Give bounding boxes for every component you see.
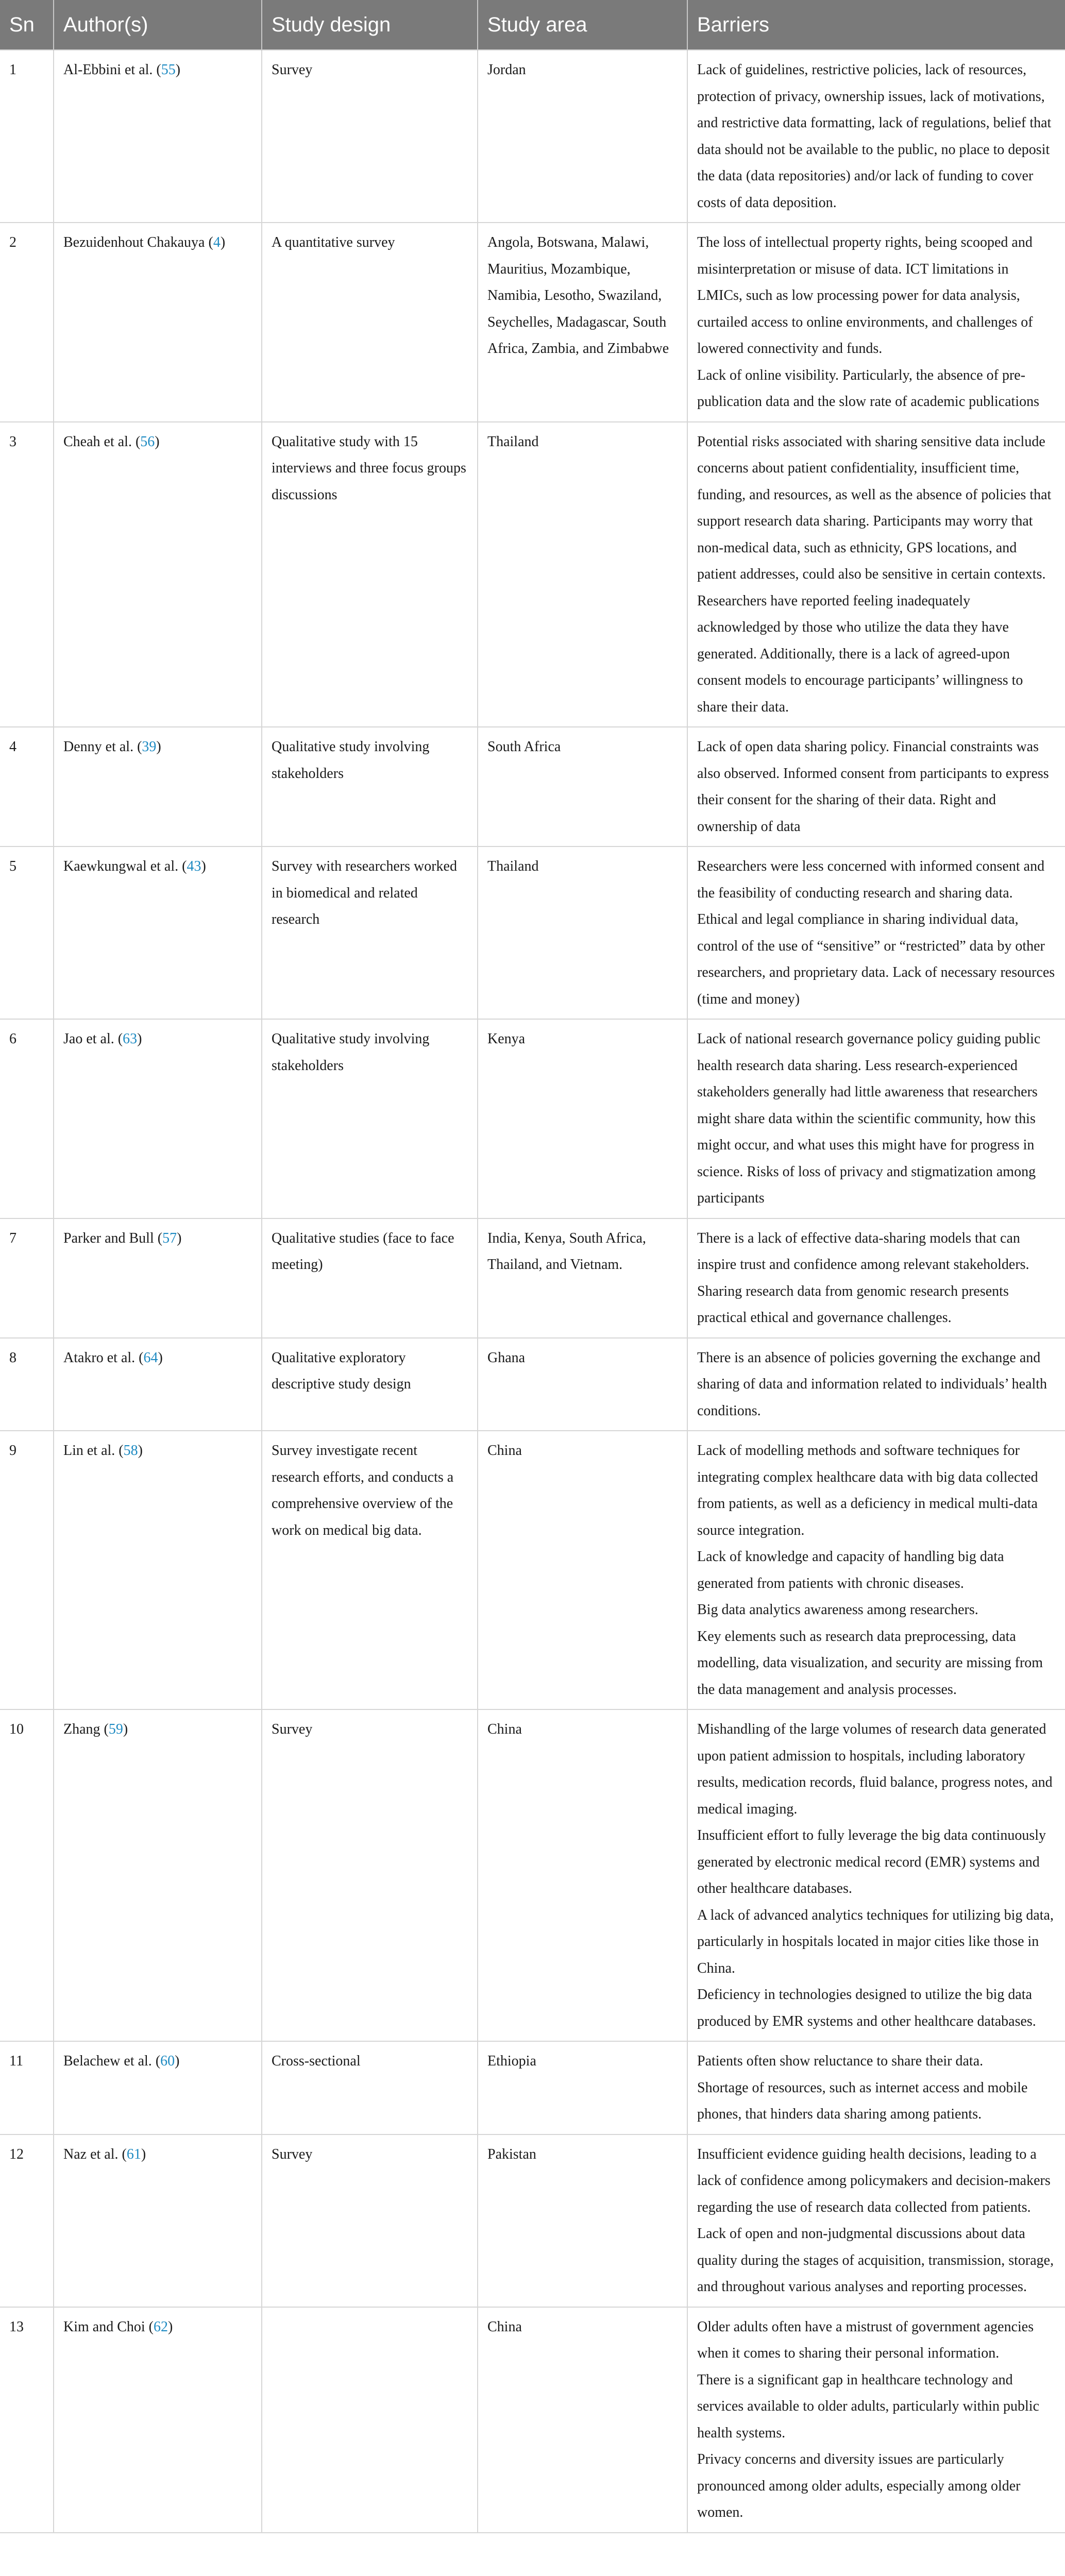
cell-study-area: Ethiopia bbox=[478, 2041, 687, 2134]
reference-link[interactable]: 57 bbox=[162, 1230, 177, 1246]
cell-author: Parker and Bull (57) bbox=[54, 1218, 262, 1338]
cell-barriers bbox=[687, 2307, 1065, 2533]
cell-study-area: Angola, Botswana, Malawi, Mauritius, Mozambique, Namibia, Lesotho, Swaziland, Seychelles, Madagascar, South Africa, Zambia, and Zimbabwe bbox=[478, 223, 687, 422]
cell-barriers bbox=[687, 2041, 1065, 2134]
header-study-area: Study area bbox=[478, 0, 687, 50]
cell-study-design: Survey with researchers worked in biomedical and related research bbox=[262, 846, 478, 1019]
author-name: Kim and Choi bbox=[63, 2318, 145, 2335]
barrier-paragraph: Potential risks associated with sharing sensitive data include concerns about patient confidentiality, insufficient time, funding, and resources, as well as the absence of policies that support research data sharing. Participants may worry that non-medical data, such as ethnicity, GPS locations, and patient addresses, could also be sensitive in certain contexts. Researchers have reported feeling inadequately acknowledged by those who utilize the data they have generated. Additionally, there is a lack of agreed-upon consent models to encourage participants’ willingness to share their data. bbox=[697, 433, 1052, 715]
cell-study-design: Qualitative study involving stakeholders bbox=[262, 1019, 478, 1218]
cell-study-area: Jordan bbox=[478, 50, 687, 223]
header-row bbox=[0, 0, 1065, 50]
reference-link[interactable]: 56 bbox=[140, 433, 155, 450]
cell-study-design: Qualitative study with 15 interviews and three focus groups discussions bbox=[262, 422, 478, 727]
author-name: Lin et al. bbox=[63, 1443, 115, 1459]
cell-study-design: Qualitative studies (face to face meeting) bbox=[262, 1218, 478, 1338]
cell-study-design: Qualitative study involving stakeholders bbox=[262, 727, 478, 846]
cell-barriers bbox=[687, 1338, 1065, 1431]
cell-study-design bbox=[262, 2307, 478, 2533]
cell-barriers bbox=[687, 1431, 1065, 1709]
author-name: Parker and Bull bbox=[63, 1230, 154, 1246]
barrier-paragraph: Lack of modelling methods and software techniques for integrating complex healthcare data with big data collected from patients, as well as a deficiency in medical multi-data source integration. bbox=[697, 1443, 1038, 1538]
cell-author: Atakro et al. (64) bbox=[54, 1338, 262, 1431]
cell-barriers bbox=[687, 1709, 1065, 2041]
table-row bbox=[0, 1019, 1065, 1218]
cell-author: Cheah et al. (56) bbox=[54, 422, 262, 727]
barrier-paragraph: Lack of open data sharing policy. Financial constraints was also observed. Informed consent from participants to express their consent for the sharing of their data. Right and ownership of data bbox=[697, 739, 1049, 835]
cell-study-design: Qualitative exploratory descriptive study design bbox=[262, 1338, 478, 1431]
table-row bbox=[0, 727, 1065, 846]
cell-sn: 8 bbox=[0, 1338, 54, 1431]
table-row bbox=[0, 1338, 1065, 1431]
cell-study-area: Ghana bbox=[478, 1338, 687, 1431]
table-row bbox=[0, 1218, 1065, 1338]
cell-study-design: Survey investigate recent research efforts, and conducts a comprehensive overview of the work on medical big data. bbox=[262, 1431, 478, 1709]
cell-barriers bbox=[687, 50, 1065, 223]
cell-barriers bbox=[687, 846, 1065, 1019]
barrier-paragraph: Privacy concerns and diversity issues are particularly pronounced among older adults, especially among older women. bbox=[697, 2451, 1021, 2520]
cell-barriers bbox=[687, 1019, 1065, 1218]
cell-sn: 7 bbox=[0, 1218, 54, 1338]
barrier-paragraph: Big data analytics awareness among researchers. bbox=[697, 1602, 978, 1618]
cell-study-area: China bbox=[478, 1431, 687, 1709]
barrier-paragraph: Insufficient effort to fully leverage the big data continuously generated by electronic medical record (EMR) systems and other healthcare databases. bbox=[697, 1827, 1046, 1896]
reference-link[interactable]: 64 bbox=[143, 1349, 158, 1366]
cell-study-area: Thailand bbox=[478, 846, 687, 1019]
cell-study-design: A quantitative survey bbox=[262, 223, 478, 422]
cell-author: Lin et al. (58) bbox=[54, 1431, 262, 1709]
reference-link[interactable]: 59 bbox=[108, 1721, 123, 1737]
author-name: Atakro et al. bbox=[63, 1349, 136, 1366]
cell-study-design: Survey bbox=[262, 2134, 478, 2307]
table-row bbox=[0, 223, 1065, 422]
barrier-paragraph: Shortage of resources, such as internet access and mobile phones, that hinders data sharing among patients. bbox=[697, 2079, 1028, 2122]
cell-author: Jao et al. (63) bbox=[54, 1019, 262, 1218]
reference-link[interactable]: 4 bbox=[213, 234, 221, 250]
table-row bbox=[0, 422, 1065, 727]
barrier-paragraph: Mishandling of the large volumes of research data generated upon patient admission to hospitals, including laboratory results, medication records, fluid balance, progress notes, and medical imaging. bbox=[697, 1721, 1053, 1817]
cell-author: Zhang (59) bbox=[54, 1709, 262, 2041]
cell-sn: 5 bbox=[0, 846, 54, 1019]
cell-study-area: India, Kenya, South Africa, Thailand, and Vietnam. bbox=[478, 1218, 687, 1338]
cell-author: Belachew et al. (60) bbox=[54, 2041, 262, 2134]
cell-sn: 2 bbox=[0, 223, 54, 422]
barrier-paragraph: There is an absence of policies governing the exchange and sharing of data and information related to individuals’ health conditions. bbox=[697, 1349, 1047, 1419]
barrier-paragraph: Insufficient evidence guiding health decisions, leading to a lack of confidence among policymakers and decision-makers regarding the use of research data collected from patients. bbox=[697, 2146, 1051, 2215]
author-name: Kaewkungwal et al. bbox=[63, 858, 179, 874]
header-author: Author(s) bbox=[54, 0, 262, 50]
cell-study-area: South Africa bbox=[478, 727, 687, 846]
reference-link[interactable]: 43 bbox=[187, 858, 201, 874]
barrier-paragraph: Older adults often have a mistrust of government agencies when it comes to sharing their personal information. bbox=[697, 2318, 1034, 2361]
cell-barriers bbox=[687, 422, 1065, 727]
cell-sn: 10 bbox=[0, 1709, 54, 2041]
cell-study-area: Thailand bbox=[478, 422, 687, 727]
barrier-paragraph: Lack of guidelines, restrictive policies, lack of resources, protection of privacy, ownership issues, lack of motivations, and restrictive data formatting, lack of regulations, belief that data should not be available to the public, no place to deposit the data (data repositories) and/or lack of funding to cover costs of data deposition. bbox=[697, 62, 1052, 211]
cell-author: Al-Ebbini et al. (55) bbox=[54, 50, 262, 223]
barrier-paragraph: There is a significant gap in healthcare technology and services available to older adults, particularly within public health systems. bbox=[697, 2371, 1040, 2441]
author-name: Cheah et al. bbox=[63, 433, 132, 450]
cell-sn: 3 bbox=[0, 422, 54, 727]
cell-barriers bbox=[687, 727, 1065, 846]
reference-link[interactable]: 55 bbox=[161, 62, 176, 78]
cell-barriers bbox=[687, 1218, 1065, 1338]
cell-sn: 13 bbox=[0, 2307, 54, 2533]
cell-sn: 1 bbox=[0, 50, 54, 223]
reference-link[interactable]: 62 bbox=[154, 2318, 168, 2335]
reference-link[interactable]: 61 bbox=[126, 2146, 141, 2162]
author-name: Denny et al. bbox=[63, 739, 134, 755]
cell-study-area: Pakistan bbox=[478, 2134, 687, 2307]
author-name: Al-Ebbini et al. bbox=[63, 62, 153, 78]
table-row bbox=[0, 2307, 1065, 2533]
cell-author: Naz et al. (61) bbox=[54, 2134, 262, 2307]
cell-sn: 6 bbox=[0, 1019, 54, 1218]
reference-link[interactable]: 63 bbox=[123, 1031, 138, 1047]
header-barriers: Barriers bbox=[687, 0, 1065, 50]
table-row bbox=[0, 2041, 1065, 2134]
barrier-paragraph: Lack of online visibility. Particularly, the absence of pre-publication data and the slow rate of academic publications bbox=[697, 367, 1039, 410]
cell-sn: 12 bbox=[0, 2134, 54, 2307]
cell-study-design: Survey bbox=[262, 50, 478, 223]
cell-barriers bbox=[687, 223, 1065, 422]
barrier-paragraph: There is a lack of effective data-sharing models that can inspire trust and confidence among relevant stakeholders. bbox=[697, 1230, 1029, 1273]
cell-study-area: Kenya bbox=[478, 1019, 687, 1218]
barrier-paragraph: Key elements such as research data preprocessing, data modelling, data visualization, and security are missing from the data management and analysis processes. bbox=[697, 1628, 1043, 1698]
cell-study-design: Survey bbox=[262, 1709, 478, 2041]
cell-study-design: Cross-sectional bbox=[262, 2041, 478, 2134]
cell-author: Denny et al. (39) bbox=[54, 727, 262, 846]
barrier-paragraph: Lack of open and non-judgmental discussions about data quality during the stages of acquisition, transmission, storage, and throughout various analyses and reporting processes. bbox=[697, 2226, 1054, 2295]
cell-sn: 11 bbox=[0, 2041, 54, 2134]
barrier-paragraph: Lack of knowledge and capacity of handling big data generated from patients with chronic diseases. bbox=[697, 1549, 1004, 1591]
barrier-paragraph: Patients often show reluctance to share their data. bbox=[697, 2053, 984, 2069]
author-name: Jao et al. bbox=[63, 1031, 114, 1047]
cell-study-area: China bbox=[478, 2307, 687, 2533]
cell-author: Bezuidenhout Chakauya (4) bbox=[54, 223, 262, 422]
table-row bbox=[0, 1431, 1065, 1709]
cell-barriers bbox=[687, 2134, 1065, 2307]
table-row bbox=[0, 50, 1065, 223]
reference-link[interactable]: 58 bbox=[123, 1443, 138, 1459]
author-name: Bezuidenhout Chakauya bbox=[63, 234, 205, 250]
table-row bbox=[0, 2134, 1065, 2307]
reference-link[interactable]: 39 bbox=[142, 739, 157, 755]
reference-link[interactable]: 60 bbox=[160, 2053, 175, 2069]
header-sn: Sn bbox=[0, 0, 54, 50]
table-row bbox=[0, 846, 1065, 1019]
author-name: Belachew et al. bbox=[63, 2053, 152, 2069]
barrier-paragraph: Researchers were less concerned with informed consent and the feasibility of conducting research and sharing data. Ethical and legal compliance in sharing individual data, control of the use of “sensitive” or “restricted” data by other researchers, and proprietary data. Lack of necessary resources (time and money) bbox=[697, 858, 1055, 1007]
cell-author: Kaewkungwal et al. (43) bbox=[54, 846, 262, 1019]
cell-sn: 4 bbox=[0, 727, 54, 846]
cell-author: Kim and Choi (62) bbox=[54, 2307, 262, 2533]
cell-sn: 9 bbox=[0, 1431, 54, 1709]
barrier-paragraph: Sharing research data from genomic research presents practical ethical and governance challenges. bbox=[697, 1283, 1009, 1326]
author-name: Zhang bbox=[63, 1721, 100, 1737]
header-study-design: Study design bbox=[262, 0, 478, 50]
barrier-paragraph: Lack of national research governance policy guiding public health research data sharing. Less research-experienced stakeholders generally had little awareness that researchers might share data within the scientific community, how this might occur, and what uses this might have for progress in science. Risks of loss of privacy and stigmatization among participants bbox=[697, 1031, 1041, 1206]
table-row bbox=[0, 1709, 1065, 2041]
cell-study-area: China bbox=[478, 1709, 687, 2041]
barrier-paragraph: Deficiency in technologies designed to utilize the big data produced by EMR systems and other healthcare databases. bbox=[697, 1987, 1036, 2029]
barrier-paragraph: A lack of advanced analytics techniques for utilizing big data, particularly in hospitals located in major cities like those in China. bbox=[697, 1907, 1054, 1976]
author-name: Naz et al. bbox=[63, 2146, 119, 2162]
barrier-paragraph: The loss of intellectual property rights, being scooped and misinterpretation or misuse of data. ICT limitations in LMICs, such as low processing power for data analysis, curtailed access to online environments, and challenges of lowered connectivity and funds. bbox=[697, 234, 1033, 357]
